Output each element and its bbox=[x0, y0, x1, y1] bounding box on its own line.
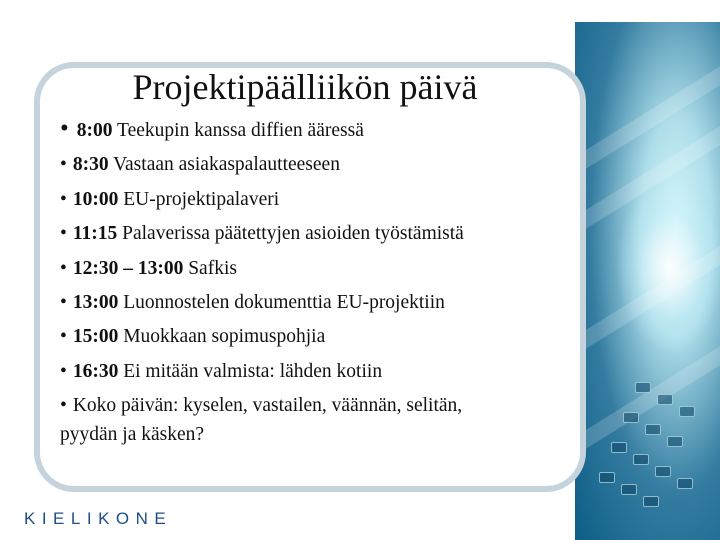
bullet-dot-icon: • bbox=[60, 395, 67, 417]
item-text-continuation: pyydän ja käsken? bbox=[60, 424, 205, 446]
list-item bbox=[60, 217, 580, 251]
item-text: Vastaan asiakaspalautteeseen bbox=[113, 154, 340, 176]
list-item bbox=[60, 112, 580, 148]
list-item bbox=[60, 252, 580, 286]
item-text: Safkis bbox=[188, 257, 237, 279]
item-text: Teekupin kanssa diffien ääressä bbox=[117, 120, 364, 141]
list-item bbox=[60, 148, 580, 182]
slide-title: Projektipäälliikön päivä bbox=[132, 67, 478, 107]
bullet-dot-icon: • bbox=[60, 326, 67, 348]
bullet-dot-icon: • bbox=[60, 188, 67, 210]
item-text: EU-projektipalaveri bbox=[123, 188, 280, 210]
item-text: Luonnostelen dokumenttia EU-projektiin bbox=[123, 292, 445, 314]
bullet-dot-icon: • bbox=[60, 292, 67, 314]
bullet-dot-icon: • bbox=[60, 360, 67, 382]
list-item bbox=[60, 183, 580, 217]
item-time: 16:30 bbox=[72, 360, 119, 382]
item-text: Palaverissa päätettyjen asioiden työstämistä bbox=[122, 223, 464, 245]
item-text: Ei mitään valmista: lähden kotiin bbox=[123, 360, 383, 382]
item-time: 8:00 bbox=[76, 120, 113, 141]
item-time: 8:30 bbox=[72, 154, 109, 176]
item-text: Koko päivän: kyselen, vastailen, väännän, selitän, bbox=[72, 395, 463, 417]
bullet-dot-icon: • bbox=[60, 154, 67, 176]
bullet-dot-icon: • bbox=[60, 223, 67, 245]
bullet-dot-icon: • bbox=[60, 257, 67, 279]
list-item bbox=[60, 389, 580, 447]
list-item bbox=[60, 286, 580, 320]
item-time: 12:30 – 13:00 bbox=[72, 257, 184, 279]
bullet-dot-icon: • bbox=[60, 115, 69, 142]
kielikone-logo: KIELIKONE bbox=[24, 509, 173, 528]
agenda-list bbox=[60, 112, 580, 447]
list-item bbox=[60, 320, 580, 354]
item-time: 11:15 bbox=[72, 223, 118, 245]
item-time: 15:00 bbox=[72, 326, 119, 348]
item-time: 10:00 bbox=[72, 188, 119, 210]
item-text: Muokkaan sopimuspohjia bbox=[123, 326, 326, 348]
list-item bbox=[60, 355, 580, 389]
item-time: 13:00 bbox=[72, 292, 119, 314]
